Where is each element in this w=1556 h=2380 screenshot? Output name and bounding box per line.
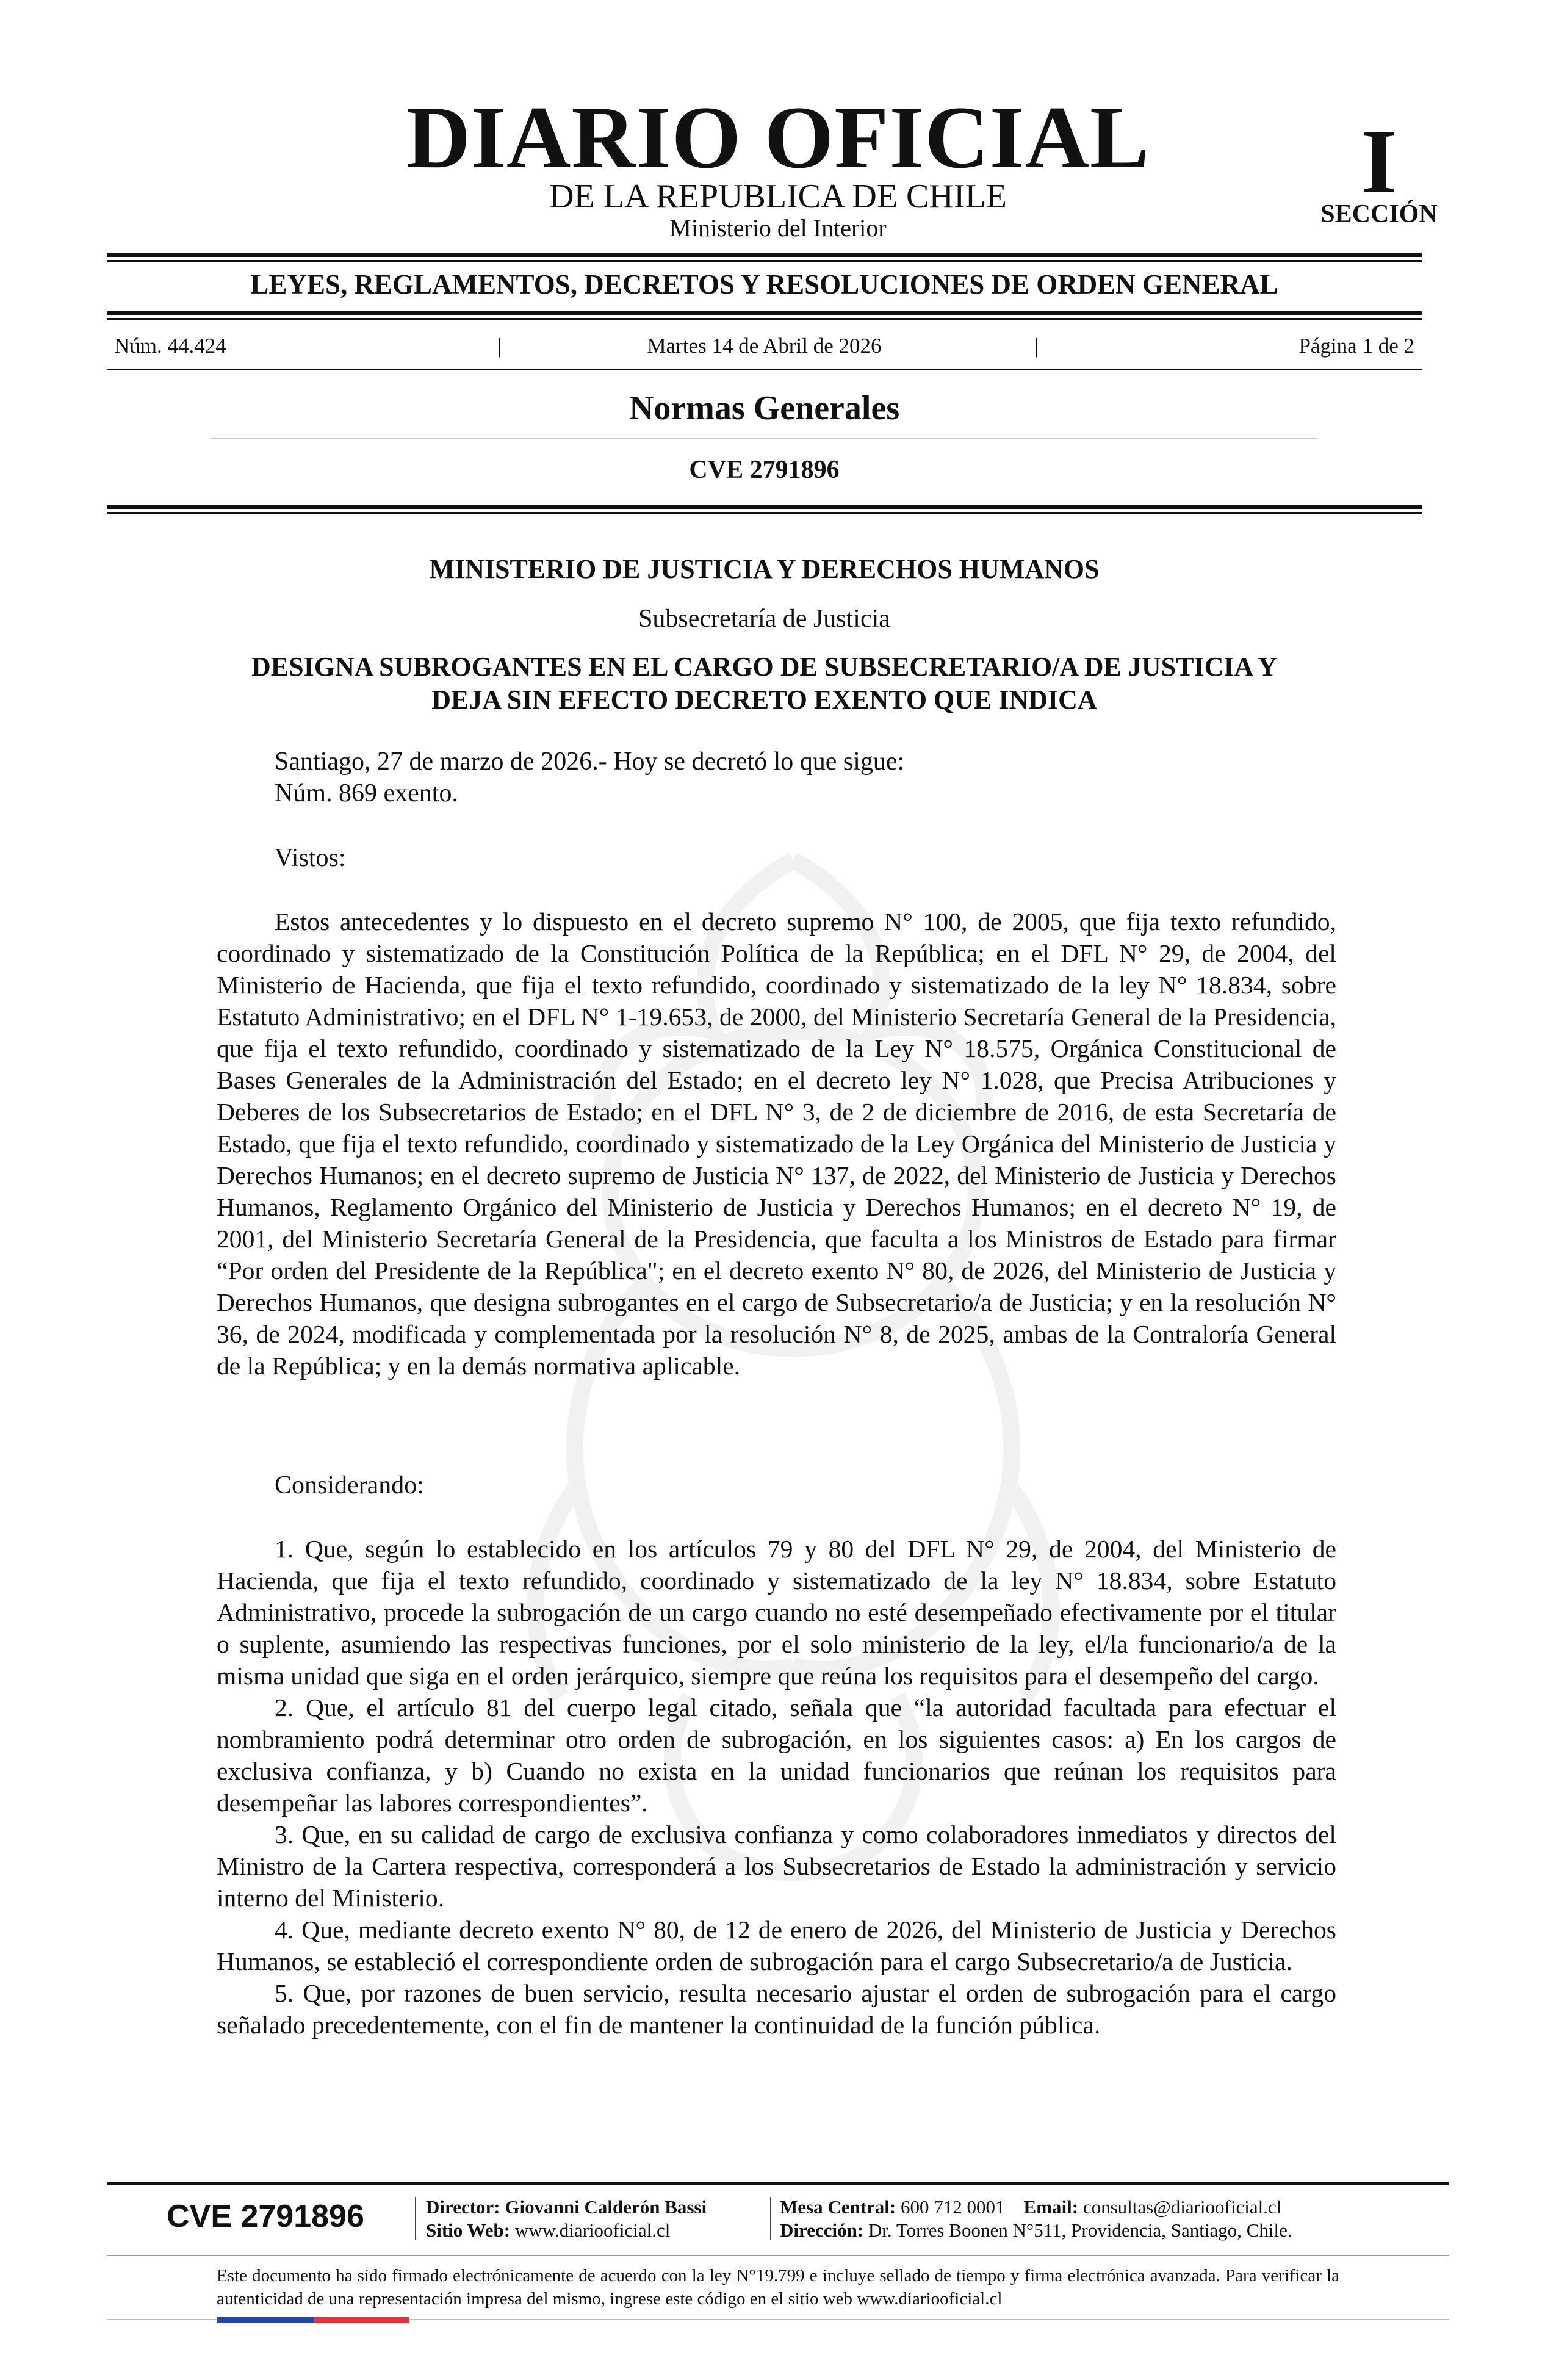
phone-number: 600 712 0001	[901, 2196, 1005, 2218]
footer-legal-note: Este documento ha sido firmado electrónicamente de acuerdo con la ley N°19.799 e incluye sellado de tiempo y firma electrónica avanzada. Para verificar la autenticidad de una representación impresa del mismo, ingrese este código en el sitio web www.diariooficial.cl	[217, 2266, 1339, 2309]
considerando-item: 4. Que, mediante decreto exento N° 80, de 12 de enero de 2026, del Ministerio de Justicia y Derechos Humanos, se estableció el correspondiente orden de subrogación para el cargo Subsecretario/a de Justicia.	[217, 1916, 1336, 1975]
masthead-title: DIARIO OFICIAL	[406, 88, 1150, 187]
issue-separator: |	[1034, 334, 1039, 358]
considerando-item: 1. Que, según lo establecido en los artículos 79 y 80 del DFL N° 29, de 2004, del Ministerio de Hacienda, que fija el texto refundido, coordinado y sistematizado de la ley N° 18.834, sobre Estatuto Administrativo, procede la subrogación de un cargo cuando no esté desempeñado efectivamente por el titular o suplente, asumiendo las respectivas funciones, por el solo ministerio de la ley, el/la funcionario/a de la misma unidad que siga en el orden jerárquico, siempre que reúna los requisitos para el desempeño del cargo.	[217, 1535, 1336, 1690]
subsecretariat-name: Subsecretaría de Justicia	[638, 605, 890, 633]
address-text: Dr. Torres Boonen N°511, Providencia, Santiago, Chile.	[868, 2220, 1292, 2241]
page-indicator: Página 1 de 2	[1298, 334, 1414, 358]
issue-number: Núm. 44.424	[114, 334, 226, 358]
email-link[interactable]: consultas@diariooficial.cl	[1082, 2196, 1282, 2218]
issue-info-bar	[107, 330, 1422, 362]
footer-mid-rule	[107, 2255, 1449, 2256]
considerando-label: Considerando:	[275, 1471, 424, 1499]
phone-label: Mesa Central:	[780, 2196, 896, 2218]
issue-date: Martes 14 de Abril de 2026	[647, 334, 882, 358]
director-label: Director:	[426, 2196, 500, 2218]
considerando-item: 3. Que, en su calidad de cargo de exclusiva confianza y como colaboradores inmediatos y directos del Ministro de la Cartera respectiva, corresponderá a los Subsecretarios de Estado la administración y servicio interno del Ministerio.	[217, 1820, 1336, 1912]
website-label: Sitio Web:	[426, 2220, 511, 2241]
masthead-ministry: Ministerio del Interior	[669, 214, 887, 242]
info-rule	[107, 369, 1422, 370]
category-heading: LEYES, REGLAMENTOS, DECRETOS Y RESOLUCIONES DE ORDEN GENERAL	[250, 269, 1278, 300]
decree-title	[183, 651, 1345, 716]
footer-divider	[415, 2197, 416, 2240]
category-rule-thin	[107, 318, 1422, 320]
address-label: Dirección:	[780, 2220, 864, 2241]
category-rule	[107, 311, 1422, 315]
cve-code: CVE 2791896	[689, 456, 840, 484]
section-label: SECCIÓN	[1320, 200, 1438, 228]
ministry-name: MINISTERIO DE JUSTICIA Y DERECHOS HUMANOS	[429, 554, 1100, 584]
section-heading-rule	[211, 438, 1318, 439]
decree-place-date: Santiago, 27 de marzo de 2026.- Hoy se decretó lo que sigue:	[275, 748, 905, 776]
masthead-rule-thin	[107, 260, 1422, 262]
considerando-item: 2. Que, el artículo 81 del cuerpo legal citado, señala que “la autoridad facultada para efectuar el nombramiento podrá determinar otro orden de subrogación, en los siguientes casos: a) En los cargos de exclusiva confianza, y b) Cuando no exista en la unidad funcionarios que reúnan los requisitos para desempeñar las labores correspondientes”.	[217, 1693, 1336, 1817]
footer-rule	[107, 2182, 1449, 2185]
website-link[interactable]: www.diariooficial.cl	[514, 2220, 671, 2241]
flag-stripe-blue	[217, 2317, 314, 2323]
masthead-rule	[107, 253, 1422, 257]
issue-separator: |	[497, 334, 502, 358]
considerandos-list	[217, 1533, 1336, 2041]
vistos-label: Vistos:	[275, 844, 346, 872]
vistos-paragraph	[217, 906, 1336, 1382]
footer-contact-block	[780, 2196, 1292, 2242]
section-number: I	[1361, 111, 1397, 212]
footer-cve-code: CVE 2791896	[167, 2199, 364, 2234]
section-heading: Normas Generales	[629, 389, 900, 427]
footer-divider	[770, 2197, 771, 2240]
decree-number: Núm. 869 exento.	[275, 779, 458, 807]
considerando-item: 5. Que, por razones de buen servicio, resulta necesario ajustar el orden de subrogación para el cargo señalado precedentemente, con el fin de mantener la continuidad de la función pública.	[217, 1979, 1336, 2039]
decree-title-line: DESIGNA SUBROGANTES EN EL CARGO DE SUBSECRETARIO/A DE JUSTICIA Y	[251, 652, 1277, 682]
decree-title-line: DEJA SIN EFECTO DECRETO EXENTO QUE INDICA	[431, 685, 1097, 715]
heading-rule	[107, 505, 1422, 509]
footer-director-block	[426, 2196, 707, 2242]
vistos-text: Estos antecedentes y lo dispuesto en el decreto supremo N° 100, de 2005, que fija texto refundido, coordinado y sistematizado de la Constitución Política de la República; en el DFL N° 29, de 2004, del Ministerio de Hacienda, que fija el texto refundido, coordinado y sistematizado de la ley N° 18.834, sobre Estatuto Administrativo; en el DFL N° 1-19.653, de 2000, del Ministerio Secretaría General de la Presidencia, que fija el texto refundido, coordinado y sistematizado de la Ley N° 18.575, Orgánica Constitucional de Bases Generales de la Administración del Estado; en el decreto ley N° 1.028, que Precisa Atribuciones y Deberes de los Subsecretarios de Estado; en el DFL N° 3, de 2 de diciembre de 2016, de esta Secretaría de Estado, que fija el texto refundido, coordinado y sistematizado de la Ley Orgánica del Ministerio de Justicia y Derechos Humanos; en el decreto supremo de Justicia N° 137, de 2022, del Ministerio de Justicia y Derechos Humanos, Reglamento Orgánico del Ministerio de Justicia y Derechos Humanos; en el decreto N° 19, de 2001, del Ministerio Secretaría General de la Presidencia, que faculta a los Ministros de Estado para firmar “Por orden del Presidente de la República"; en el decreto exento N° 80, de 2026, del Ministerio de Justicia y Derechos Humanos, que designa subrogantes en el cargo de Subsecretario/a de Justicia; y en la resolución N° 36, de 2024, modificada y complementada por la resolución N° 8, de 2025, ambas de la Contraloría General de la República; y en la demás normativa aplicable.	[217, 907, 1336, 1380]
director-name: Giovanni Calderón Bassi	[505, 2196, 707, 2218]
masthead-subtitle: DE LA REPUBLICA DE CHILE	[549, 178, 1007, 215]
heading-rule-thin	[107, 512, 1422, 514]
email-label: Email:	[1023, 2196, 1079, 2218]
flag-stripe-red	[314, 2317, 409, 2323]
